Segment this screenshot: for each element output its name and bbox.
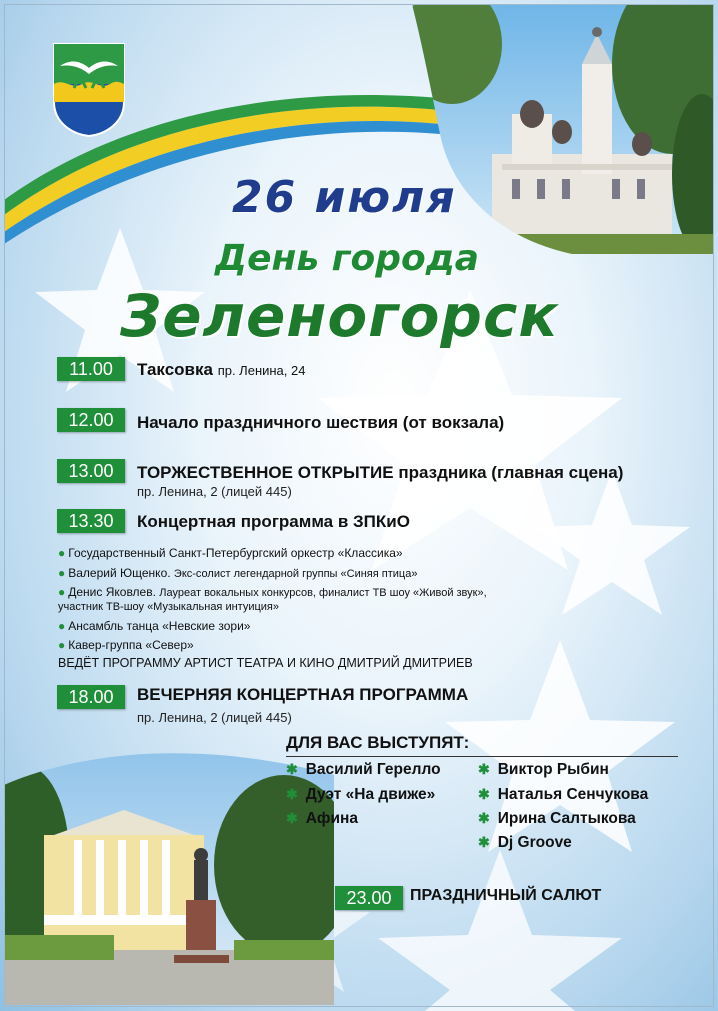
dot-icon: ● <box>58 585 66 599</box>
event-date: 26 июля <box>232 172 457 223</box>
performer-item <box>286 810 358 828</box>
performer-item <box>478 810 636 828</box>
star-icon: ✱ <box>478 810 490 826</box>
list-item-name: Валерий Ющенко. <box>68 566 171 580</box>
list-item-desc: Экс-солист легендарной группы «Синяя птица» <box>173 568 418 580</box>
star-icon: ✱ <box>478 786 490 802</box>
list-item <box>58 546 403 560</box>
performer-name: Дуэт «На движе» <box>305 786 436 803</box>
dot-icon: ● <box>58 566 66 580</box>
performer-name: Dj Groove <box>497 834 572 851</box>
performer-item <box>478 761 609 779</box>
event-title: Концертная программа в ЗПКиО <box>137 512 410 531</box>
performer-name: Ирина Салтыкова <box>497 810 636 827</box>
star-shape <box>534 470 690 615</box>
city-square-photo <box>4 745 334 1005</box>
time-badge: 13.00 <box>57 459 125 483</box>
list-item <box>58 566 417 580</box>
star-icon: ✱ <box>286 810 298 826</box>
performer-name: Виктор Рыбин <box>497 761 609 778</box>
performer-item <box>478 834 572 852</box>
event-title: ВЕЧЕРНЯЯ КОНЦЕРТНАЯ ПРОГРАММА <box>137 685 469 704</box>
dot-icon: ● <box>58 638 66 652</box>
list-item-name: Денис Яковлев. <box>68 585 156 599</box>
star-icon: ✱ <box>478 761 490 777</box>
dot-icon: ● <box>58 619 66 633</box>
star-icon: ✱ <box>286 761 298 777</box>
star-icon: ✱ <box>286 786 298 802</box>
event-note: пр. Ленина, 24 <box>217 363 306 378</box>
time-badge: 11.00 <box>57 357 125 381</box>
event-title: Начало праздничного шествия (от вокзала) <box>137 413 505 432</box>
time-badge: 12.00 <box>57 408 125 432</box>
host-line: ВЕДЁТ ПРОГРАММУ АРТИСТ ТЕАТРА И КИНО ДМИТРИЙ ДМИТРИЕВ <box>58 656 473 670</box>
city-name: Зеленогорск <box>120 282 559 350</box>
list-item-desc: Лауреат вокальных конкурсов, финалист ТВ шоу «Живой звук», <box>159 587 487 599</box>
list-item-name: Ансамбль танца «Невские зори» <box>68 619 251 633</box>
event-name: Таксовка <box>137 360 213 379</box>
performer-item <box>478 786 648 804</box>
list-item <box>58 619 250 633</box>
list-item-name: Кавер-группа «Север» <box>68 638 194 652</box>
list-item <box>58 638 194 652</box>
performer-name: Василий Герелло <box>305 761 441 778</box>
time-badge: 18.00 <box>57 685 125 709</box>
church-photo <box>412 4 714 254</box>
performer-name: Наталья Сенчукова <box>497 786 649 803</box>
performers-title: ДЛЯ ВАС ВЫСТУПЯТ: <box>286 733 470 752</box>
list-item-continuation: участник ТВ-шоу «Музыкальная интуиция» <box>58 601 279 613</box>
performer-name: Афина <box>305 810 359 827</box>
star-shape <box>378 850 622 1011</box>
event-address: пр. Ленина, 2 (лицей 445) <box>137 710 292 725</box>
event-subtitle: День города <box>215 238 480 279</box>
list-item-name: Государственный Санкт-Петербургский оркестр «Классика» <box>68 546 403 560</box>
event-title: ТОРЖЕСТВЕННОЕ ОТКРЫТИЕ праздника (главная сцена) <box>137 463 624 482</box>
list-item <box>58 585 487 599</box>
time-badge: 23.00 <box>335 886 403 910</box>
star-icon: ✱ <box>478 834 490 850</box>
event-address: пр. Ленина, 2 (лицей 445) <box>137 484 292 499</box>
time-badge: 13.30 <box>57 509 125 533</box>
performer-item <box>286 761 441 779</box>
performer-item <box>286 786 435 804</box>
event-title: ПРАЗДНИЧНЫЙ САЛЮТ <box>410 887 602 904</box>
event-title <box>137 360 305 380</box>
divider <box>286 756 678 757</box>
coat-of-arms-icon <box>52 42 126 138</box>
dot-icon: ● <box>58 546 66 560</box>
